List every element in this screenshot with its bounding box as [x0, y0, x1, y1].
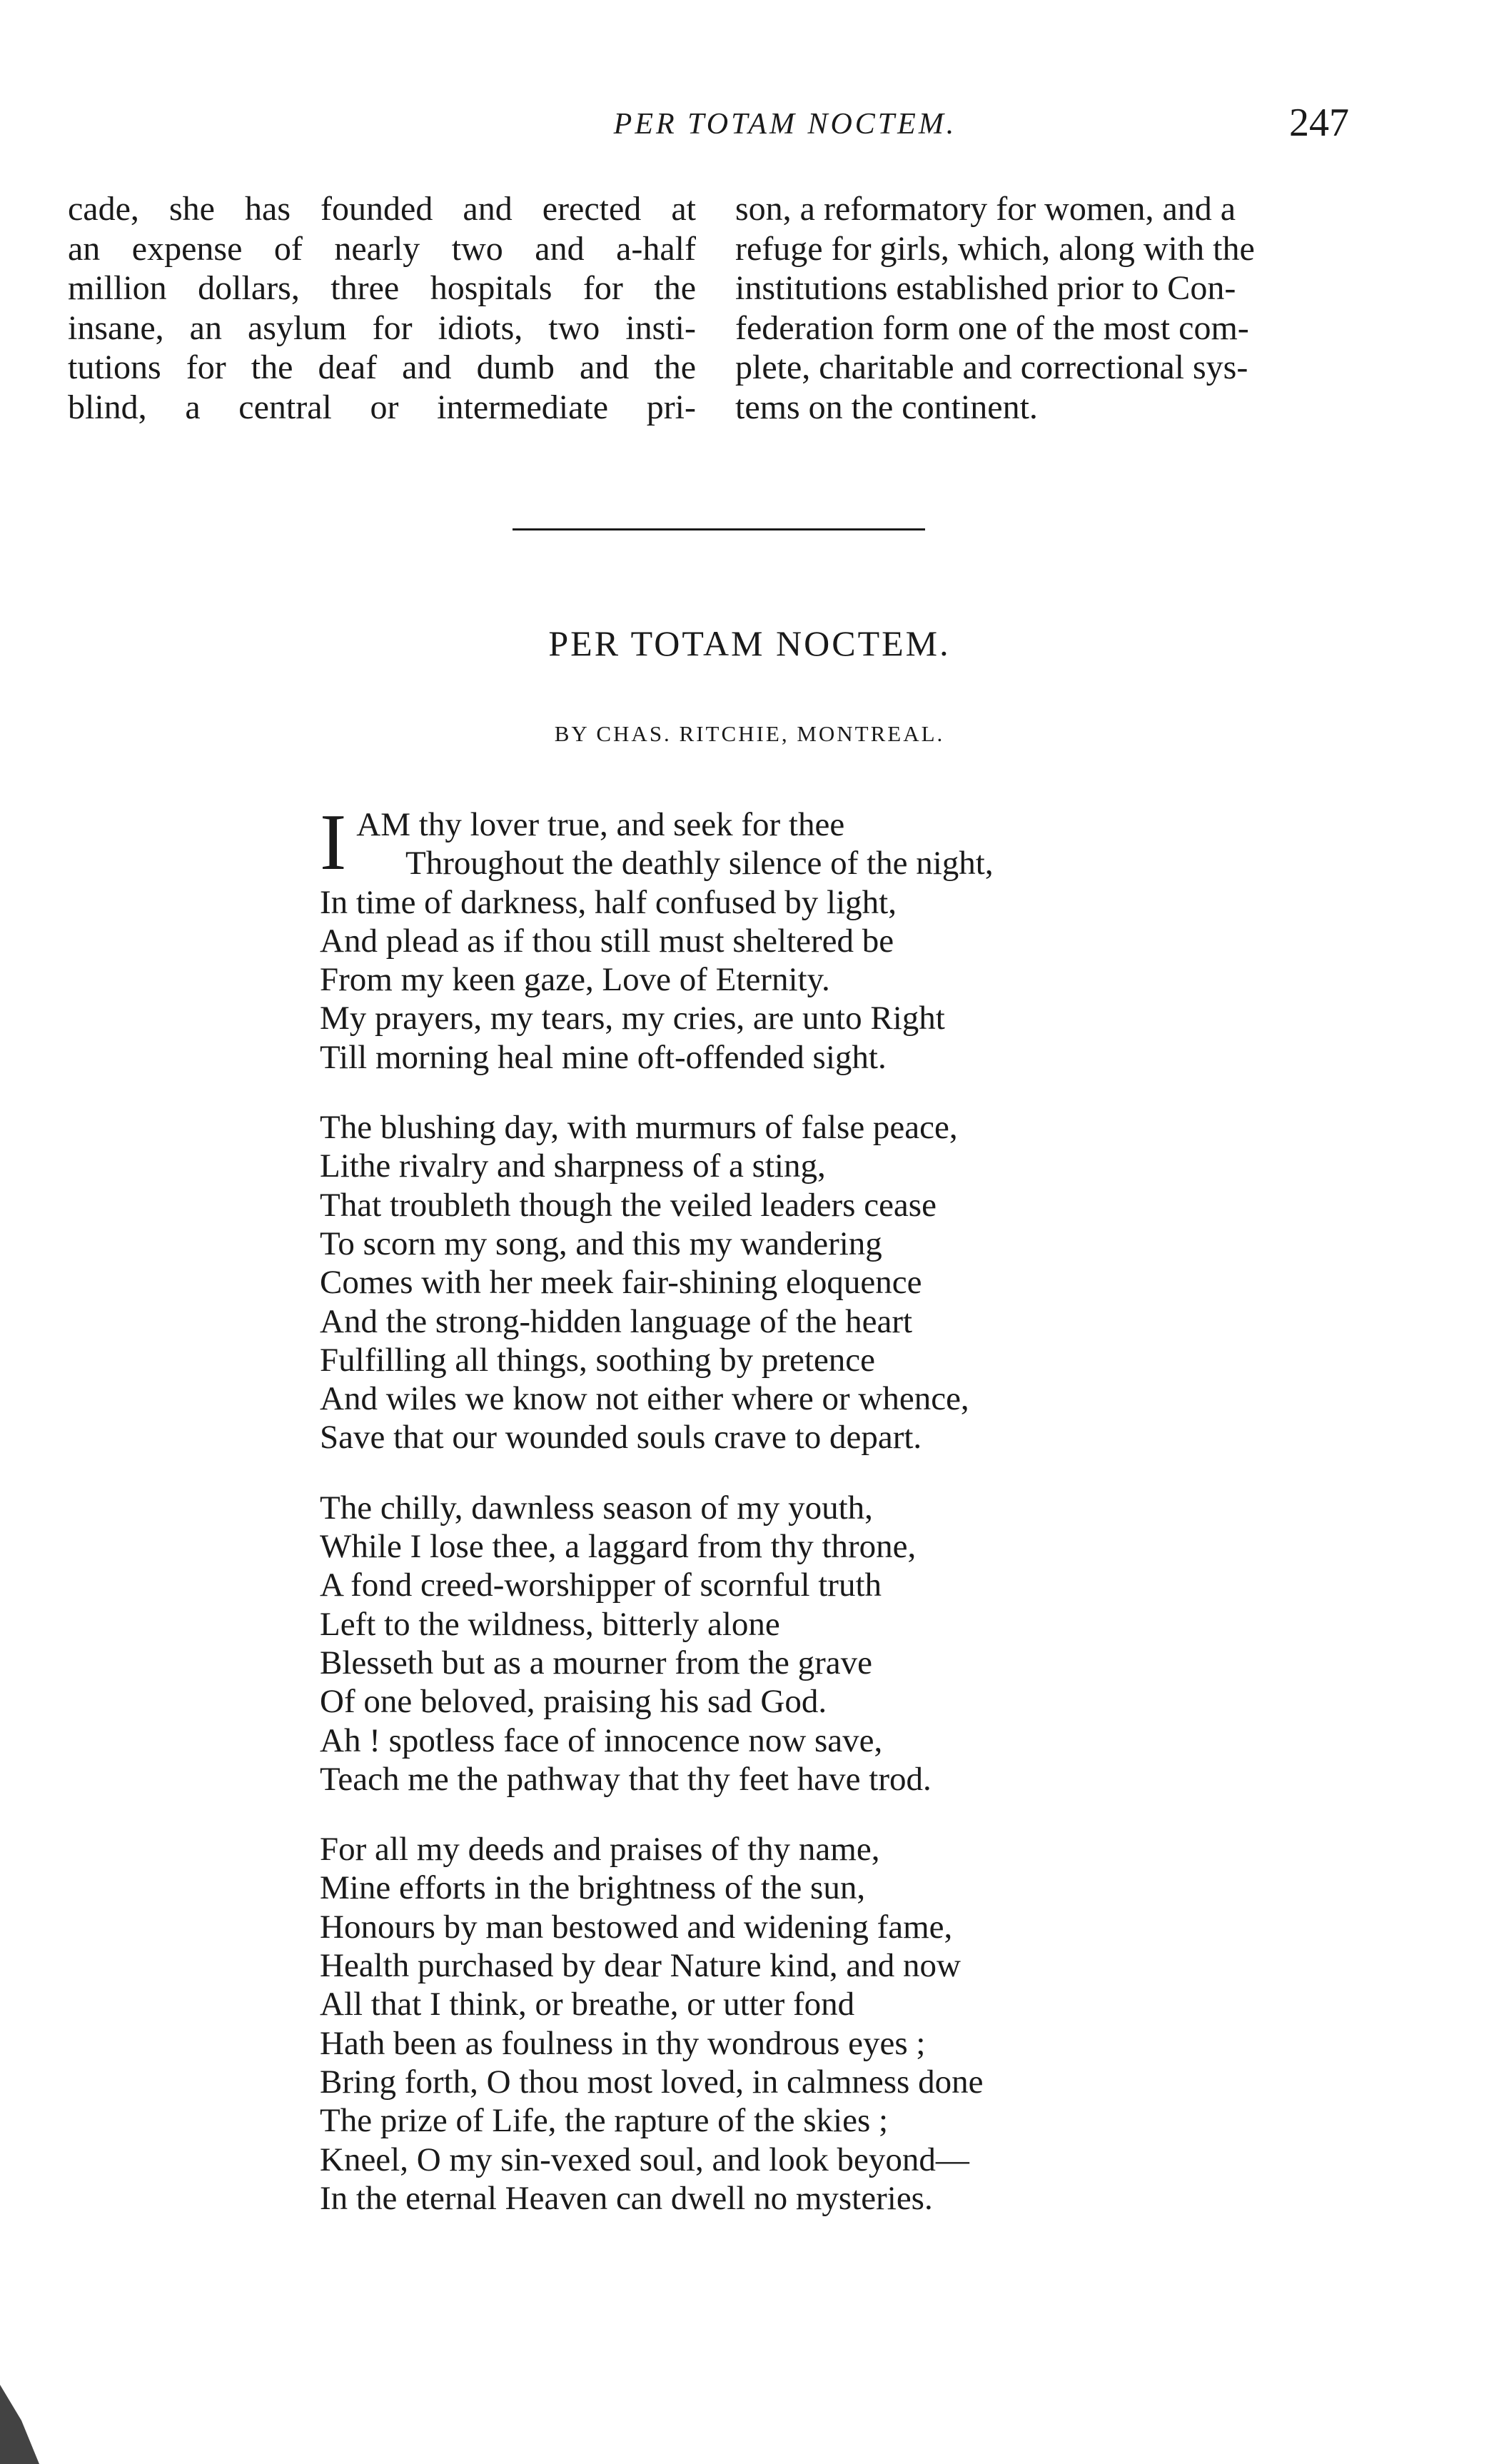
- prose-line: refuge for girls, which, along with the: [735, 229, 1255, 268]
- poem-line: Blesseth but as a mourner from the grave: [320, 1644, 872, 1681]
- prose-line: an expense of nearly two and a-half: [68, 229, 696, 268]
- poem-line: Kneel, O my sin-vexed soul, and look beyond—: [320, 2141, 969, 2178]
- poem-body: [320, 798, 1219, 2249]
- stanza-3: [320, 1489, 1219, 1799]
- poem-line: Throughout the deathly silence of the night,: [405, 845, 994, 882]
- poem-line: Mine efforts in the brightness of the sun,: [320, 1869, 866, 1907]
- prose-line: cade, she has founded and erected at: [68, 190, 696, 228]
- poem-line: Fulfilling all things, soothing by pretence: [320, 1341, 876, 1379]
- poem-line: Teach me the pathway that thy feet have trod.: [320, 1760, 932, 1798]
- prose-line: tems on the continent.: [735, 388, 1038, 426]
- poem-line: Comes with her meek fair-shining eloquence: [320, 1264, 922, 1302]
- running-head: PER TOTAM NOCTEM.: [613, 108, 957, 141]
- poem-line: Till morning heal mine oft-offended sight.: [320, 1038, 887, 1076]
- prose-line: tutions for the deaf and dumb and the: [68, 348, 696, 386]
- prose-line: plete, charitable and correctional sys-: [735, 348, 1248, 386]
- poem-line: Ah ! spotless face of innocence now save,: [320, 1721, 883, 1759]
- poem-line: While I lose thee, a laggard from thy throne,: [320, 1528, 917, 1566]
- poem-line: The prize of Life, the rapture of the skies ;: [320, 2102, 889, 2140]
- poem-line: In time of darkness, half confused by light,: [320, 883, 897, 921]
- stanza-2: [320, 1108, 1219, 1457]
- page-number: 247: [1289, 101, 1349, 145]
- poem-line: For all my deeds and praises of thy name,: [320, 1831, 880, 1869]
- poem-line: Left to the wildness, bitterly alone: [320, 1605, 780, 1643]
- poem-line: The blushing day, with murmurs of false peace,: [320, 1109, 958, 1147]
- poem-line: Of one beloved, praising his sad God.: [320, 1683, 827, 1721]
- poem-line: Save that our wounded souls crave to depart.: [320, 1419, 922, 1457]
- poem-line: The chilly, dawnless season of my youth,: [320, 1489, 873, 1527]
- poem-line: My prayers, my tears, my cries, are unto Right: [320, 1000, 945, 1037]
- poem-line: All that I think, or breathe, or utter fond: [320, 1986, 855, 2023]
- poem-line: From my keen gaze, Love of Eternity.: [320, 961, 830, 999]
- prose-line: million dollars, three hospitals for the: [68, 269, 696, 307]
- poem-line: That troubleth though the veiled leaders cease: [320, 1186, 937, 1224]
- poem-line: Honours by man bestowed and widening fame,: [320, 1908, 953, 1946]
- prose-line: blind, a central or intermediate pri-: [68, 388, 696, 426]
- poem-line: And wiles we know not either where or whence,: [320, 1380, 969, 1418]
- stanza-4: [320, 1830, 1219, 2218]
- prose-line: son, a reformatory for women, and a: [735, 190, 1236, 228]
- prose-line: federation form one of the most com-: [735, 308, 1249, 347]
- poem-line: Lithe rivalry and sharpness of a sting,: [320, 1147, 826, 1185]
- stanza-1: [320, 798, 1219, 1077]
- prose-column-left: [68, 189, 696, 427]
- poem-line: A fond creed-worshipper of scornful truth: [320, 1567, 882, 1604]
- poem-line: Bring forth, O thou most loved, in calmness done: [320, 2063, 984, 2101]
- poem-line: Hath been as foulness in thy wondrous eyes ;: [320, 2024, 926, 2062]
- poem-line: Health purchased by dear Nature kind, and now: [320, 1947, 961, 1985]
- section-divider: [513, 528, 925, 530]
- poem-line: And the strong-hidden language of the heart: [320, 1302, 913, 1340]
- page-corner-smudge: [0, 2370, 43, 2464]
- poem-line: To scorn my song, and this my wandering: [320, 1225, 882, 1262]
- prose-line: institutions established prior to Con-: [735, 269, 1236, 307]
- prose-line: insane, an asylum for idiots, two insti-: [68, 308, 696, 347]
- drop-cap: I: [320, 798, 347, 887]
- poem-title: PER TOTAM NOCTEM.: [548, 623, 951, 663]
- poem-byline: BY CHAS. RITCHIE, MONTREAL.: [554, 721, 945, 746]
- poem-line: AM thy lover true, and seek for thee: [356, 806, 845, 843]
- poem-line: In the eternal Heaven can dwell no mysteries.: [320, 2179, 933, 2217]
- prose-column-right: [735, 189, 1363, 427]
- poem-line: And plead as if thou still must sheltered be: [320, 922, 894, 960]
